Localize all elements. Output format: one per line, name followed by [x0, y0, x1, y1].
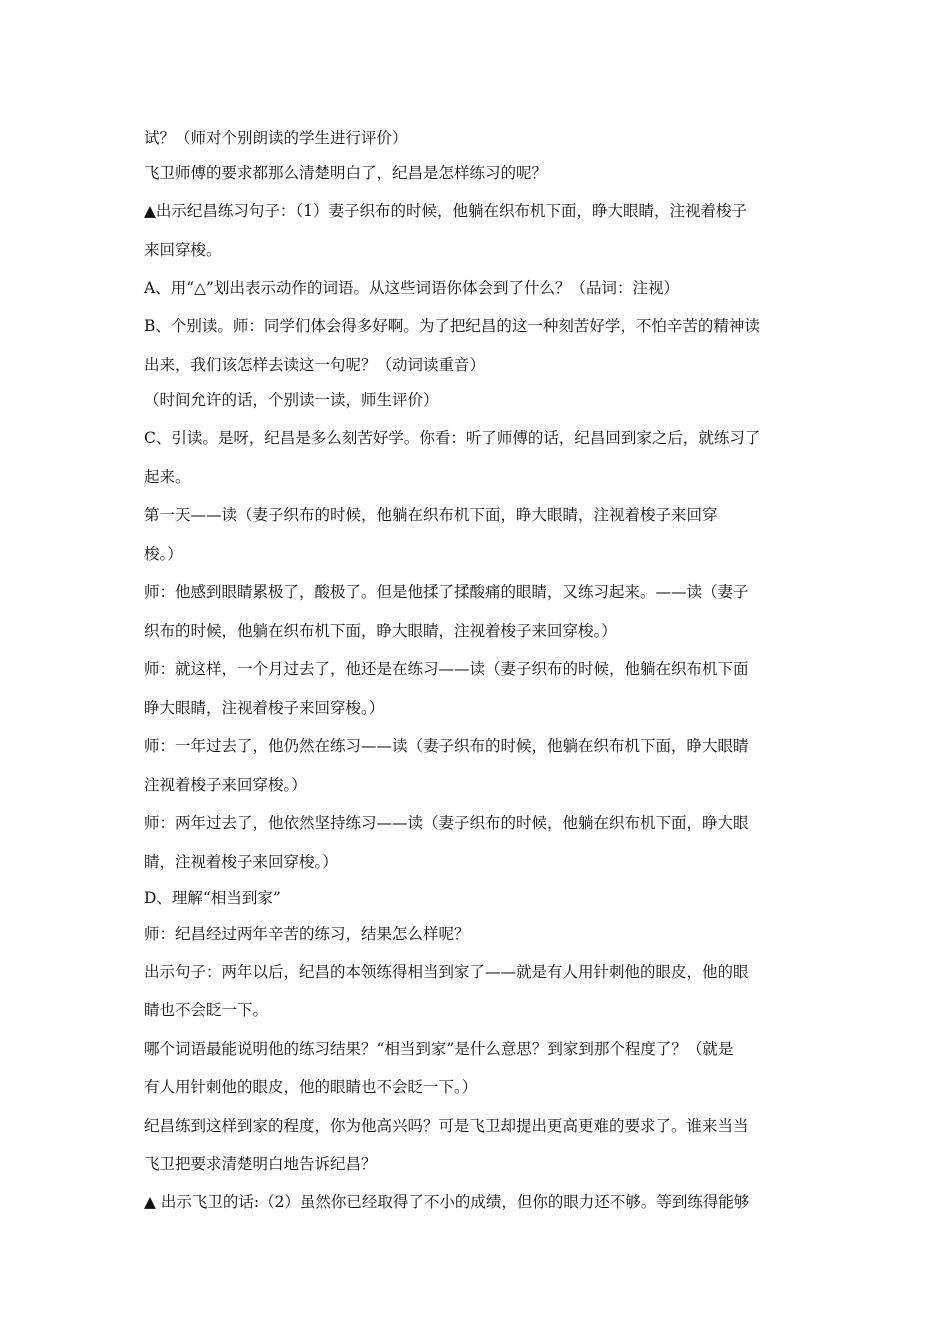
- text-line: ▲出示纪昌练习句子：（1）妻子织布的时候，他躺在织布机下面，睁大眼睛，注视着梭子: [144, 202, 748, 220]
- text-line: 师：纪昌经过两年辛苦的练习，结果怎么样呢？: [144, 925, 470, 943]
- text-line: 师：就这样，一个月过去了，他还是在练习——读（妻子织布的时候，他躺在织布机下面: [144, 660, 749, 678]
- text-line: 飞卫把要求清楚明白地告诉纪昌？: [144, 1155, 377, 1173]
- text-line: 师：一年过去了，他仍然在练习——读（妻子织布的时候，他躺在织布机下面，睁大眼睛: [144, 737, 749, 755]
- text-line: 睁大眼睛，注视着梭子来回穿梭。）: [144, 699, 385, 717]
- text-line: 注视着梭子来回穿梭。）: [144, 776, 307, 794]
- text-line: C、引读。是呀，纪昌是多么刻苦好学。你看：听了师傅的话，纪昌回到家之后，就练习了: [144, 429, 761, 447]
- text-line: 出示句子：两年以后，纪昌的本领练得相当到家了——就是有人用针刺他的眼皮，他的眼: [144, 963, 749, 981]
- text-line: A、用“△”划出表示动作的词语。从这些词语你体会到了什么？（品词：注视）: [144, 279, 679, 297]
- text-line: B、个别读。师：同学们体会得多好啊。为了把纪昌的这一种刻苦好学，不怕辛苦的精神读: [144, 317, 760, 335]
- text-line: 飞卫师傅的要求都那么清楚明白了，纪昌是怎样练习的呢？: [144, 164, 548, 182]
- text-line: 第一天——读（妻子织布的时候，他躺在织布机下面，睁大眼睛，注视着梭子来回穿: [144, 506, 718, 524]
- text-line: 出来，我们该怎样去读这一句呢？（动词读重音）: [144, 356, 486, 374]
- text-line: ▲ 出示飞卫的话:（2）虽然你已经取得了不小的成绩，但你的眼力还不够。等到练得能够: [144, 1193, 750, 1211]
- text-line: 纪昌练到这样到家的程度，你为他高兴吗？可是飞卫却提出更高更难的要求了。谁来当当: [144, 1117, 749, 1135]
- text-line: 有人用针刺他的眼皮，他的眼睛也不会眨一下。）: [144, 1078, 478, 1096]
- text-line: D、理解“相当到家”: [144, 889, 281, 907]
- text-line: 织布的时候，他躺在织布机下面，睁大眼睛，注视着梭子来回穿梭。）: [144, 622, 617, 640]
- text-line: （时间允许的话，个别读一读，师生评价）: [144, 391, 439, 409]
- text-line: 试？（师对个别朗读的学生进行评价）: [144, 129, 408, 147]
- text-line: 起来。: [144, 468, 191, 486]
- text-line: 师：两年过去了，他依然坚持练习——读（妻子织布的时候，他躺在织布机下面，睁大眼: [144, 814, 749, 832]
- text-line: 师：他感到眼睛累极了，酸极了。但是他揉了揉酸痛的眼睛，又练习起来。——读（妻子: [144, 583, 749, 601]
- text-line: 睛，注视着梭子来回穿梭。）: [144, 853, 338, 871]
- text-line: 哪个词语最能说明他的练习结果？“相当到家”是什么意思？到家到那个程度了？（就是: [144, 1040, 734, 1058]
- text-line: 睛也不会眨一下。: [144, 1001, 269, 1019]
- text-line: 来回穿梭。: [144, 241, 222, 259]
- text-line: 梭。）: [144, 545, 183, 563]
